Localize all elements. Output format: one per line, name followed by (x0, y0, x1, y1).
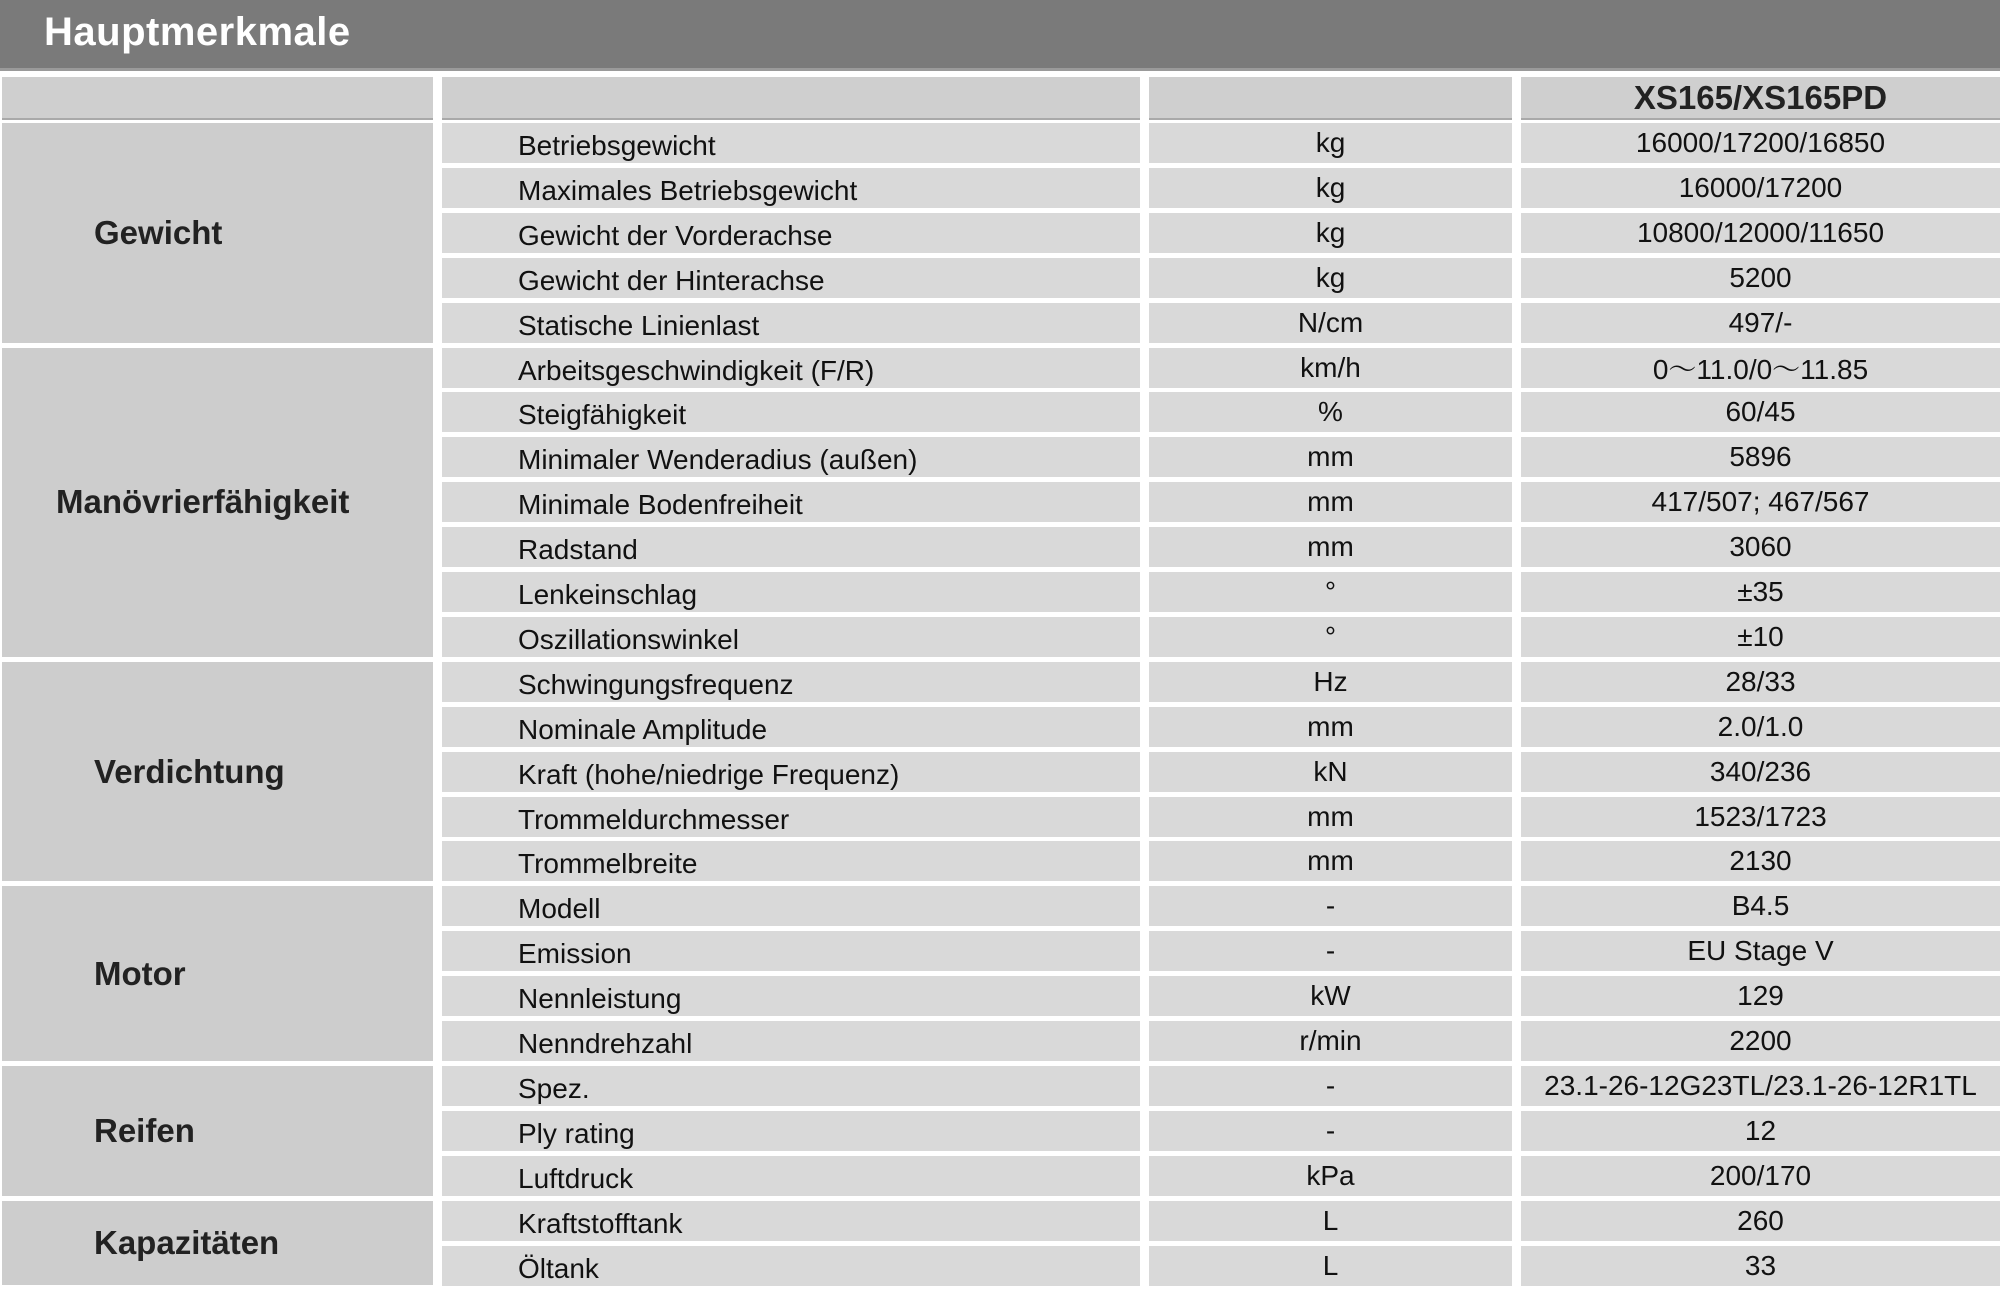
category-cell-1: Manövrierfähigkeit (2, 348, 433, 657)
parameter-label: Emission (442, 931, 1140, 971)
unit-label: km/h (1149, 348, 1512, 388)
parameter-label: Nenndrehzahl (442, 1021, 1140, 1061)
category-cell-2: Verdichtung (2, 662, 433, 882)
unit-label: - (1149, 1111, 1512, 1151)
value-cell: 0～11.0/0～11.85 (1521, 348, 2000, 388)
value-cell: 33 (1521, 1246, 2000, 1286)
parameter-label: Minimaler Wenderadius (außen) (442, 437, 1140, 477)
unit-label: - (1149, 931, 1512, 971)
unit-label: - (1149, 886, 1512, 926)
unit-label: kg (1149, 123, 1512, 163)
parameter-label: Maximales Betriebsgewicht (442, 168, 1140, 208)
unit-label: kN (1149, 752, 1512, 792)
value-cell: 10800/12000/11650 (1521, 213, 2000, 253)
unit-label: kg (1149, 168, 1512, 208)
header-category-cell (2, 77, 433, 120)
value-cell: 497/- (1521, 303, 2000, 343)
unit-label: mm (1149, 707, 1512, 747)
parameter-label: Luftdruck (442, 1156, 1140, 1196)
parameter-label: Lenkeinschlag (442, 572, 1140, 612)
parameter-label: Nennleistung (442, 976, 1140, 1016)
value-cell: 200/170 (1521, 1156, 2000, 1196)
parameter-label: Spez. (442, 1066, 1140, 1106)
parameter-label: Schwingungsfrequenz (442, 662, 1140, 702)
parameter-label: Öltank (442, 1246, 1140, 1286)
value-cell: 2130 (1521, 841, 2000, 881)
value-cell: 16000/17200 (1521, 168, 2000, 208)
value-cell: 2.0/1.0 (1521, 707, 2000, 747)
value-cell: 2200 (1521, 1021, 2000, 1061)
parameter-label: Betriebsgewicht (442, 123, 1140, 163)
parameter-label: Gewicht der Hinterachse (442, 258, 1140, 298)
value-cell: 260 (1521, 1201, 2000, 1241)
parameter-label: Trommeldurchmesser (442, 797, 1140, 837)
unit-label: ° (1149, 572, 1512, 612)
parameter-label: Modell (442, 886, 1140, 926)
unit-label: kg (1149, 258, 1512, 298)
unit-label: - (1149, 1066, 1512, 1106)
value-cell: 5896 (1521, 437, 2000, 477)
unit-label: r/min (1149, 1021, 1512, 1061)
header-unit-cell (1149, 77, 1512, 120)
parameter-label: Trommelbreite (442, 841, 1140, 881)
value-cell: 60/45 (1521, 392, 2000, 432)
value-cell: 28/33 (1521, 662, 2000, 702)
unit-label: mm (1149, 482, 1512, 522)
unit-label: mm (1149, 797, 1512, 837)
unit-label: kg (1149, 213, 1512, 253)
unit-label: L (1149, 1201, 1512, 1241)
parameter-label: Ply rating (442, 1111, 1140, 1151)
parameter-label: Arbeitsgeschwindigkeit (F/R) (442, 348, 1140, 388)
value-cell: B4.5 (1521, 886, 2000, 926)
value-cell: 12 (1521, 1111, 2000, 1151)
parameter-label: Steigfähigkeit (442, 392, 1140, 432)
parameter-label: Kraftstofftank (442, 1201, 1140, 1241)
value-cell: ±10 (1521, 617, 2000, 657)
parameter-label: Radstand (442, 527, 1140, 567)
model-header: XS165/XS165PD (1521, 77, 2000, 120)
header-parameter-cell (442, 77, 1140, 120)
category-cell-3: Motor (2, 886, 433, 1061)
unit-label: ° (1149, 617, 1512, 657)
unit-label: L (1149, 1246, 1512, 1286)
unit-label: N/cm (1149, 303, 1512, 343)
category-cell-5: Kapazitäten (2, 1201, 433, 1286)
unit-label: mm (1149, 437, 1512, 477)
parameter-label: Minimale Bodenfreiheit (442, 482, 1140, 522)
page-title: Hauptmerkmale (44, 10, 351, 54)
parameter-label: Oszillationswinkel (442, 617, 1140, 657)
value-cell: ±35 (1521, 572, 2000, 612)
value-cell: 23.1-26-12G23TL/23.1-26-12R1TL (1521, 1066, 2000, 1106)
parameter-label: Nominale Amplitude (442, 707, 1140, 747)
unit-label: kPa (1149, 1156, 1512, 1196)
value-cell: 417/507; 467/567 (1521, 482, 2000, 522)
parameter-label: Kraft (hohe/niedrige Frequenz) (442, 752, 1140, 792)
title-bar (0, 0, 2000, 71)
unit-label: % (1149, 392, 1512, 432)
parameter-label: Gewicht der Vorderachse (442, 213, 1140, 253)
category-cell-4: Reifen (2, 1066, 433, 1196)
value-cell: 5200 (1521, 258, 2000, 298)
value-cell: 129 (1521, 976, 2000, 1016)
unit-label: Hz (1149, 662, 1512, 702)
unit-label: mm (1149, 841, 1512, 881)
value-cell: EU Stage V (1521, 931, 2000, 971)
unit-label: mm (1149, 527, 1512, 567)
parameter-label: Statische Linienlast (442, 303, 1140, 343)
value-cell: 340/236 (1521, 752, 2000, 792)
value-cell: 3060 (1521, 527, 2000, 567)
category-cell-0: Gewicht (2, 123, 433, 343)
value-cell: 16000/17200/16850 (1521, 123, 2000, 163)
unit-label: kW (1149, 976, 1512, 1016)
value-cell: 1523/1723 (1521, 797, 2000, 837)
